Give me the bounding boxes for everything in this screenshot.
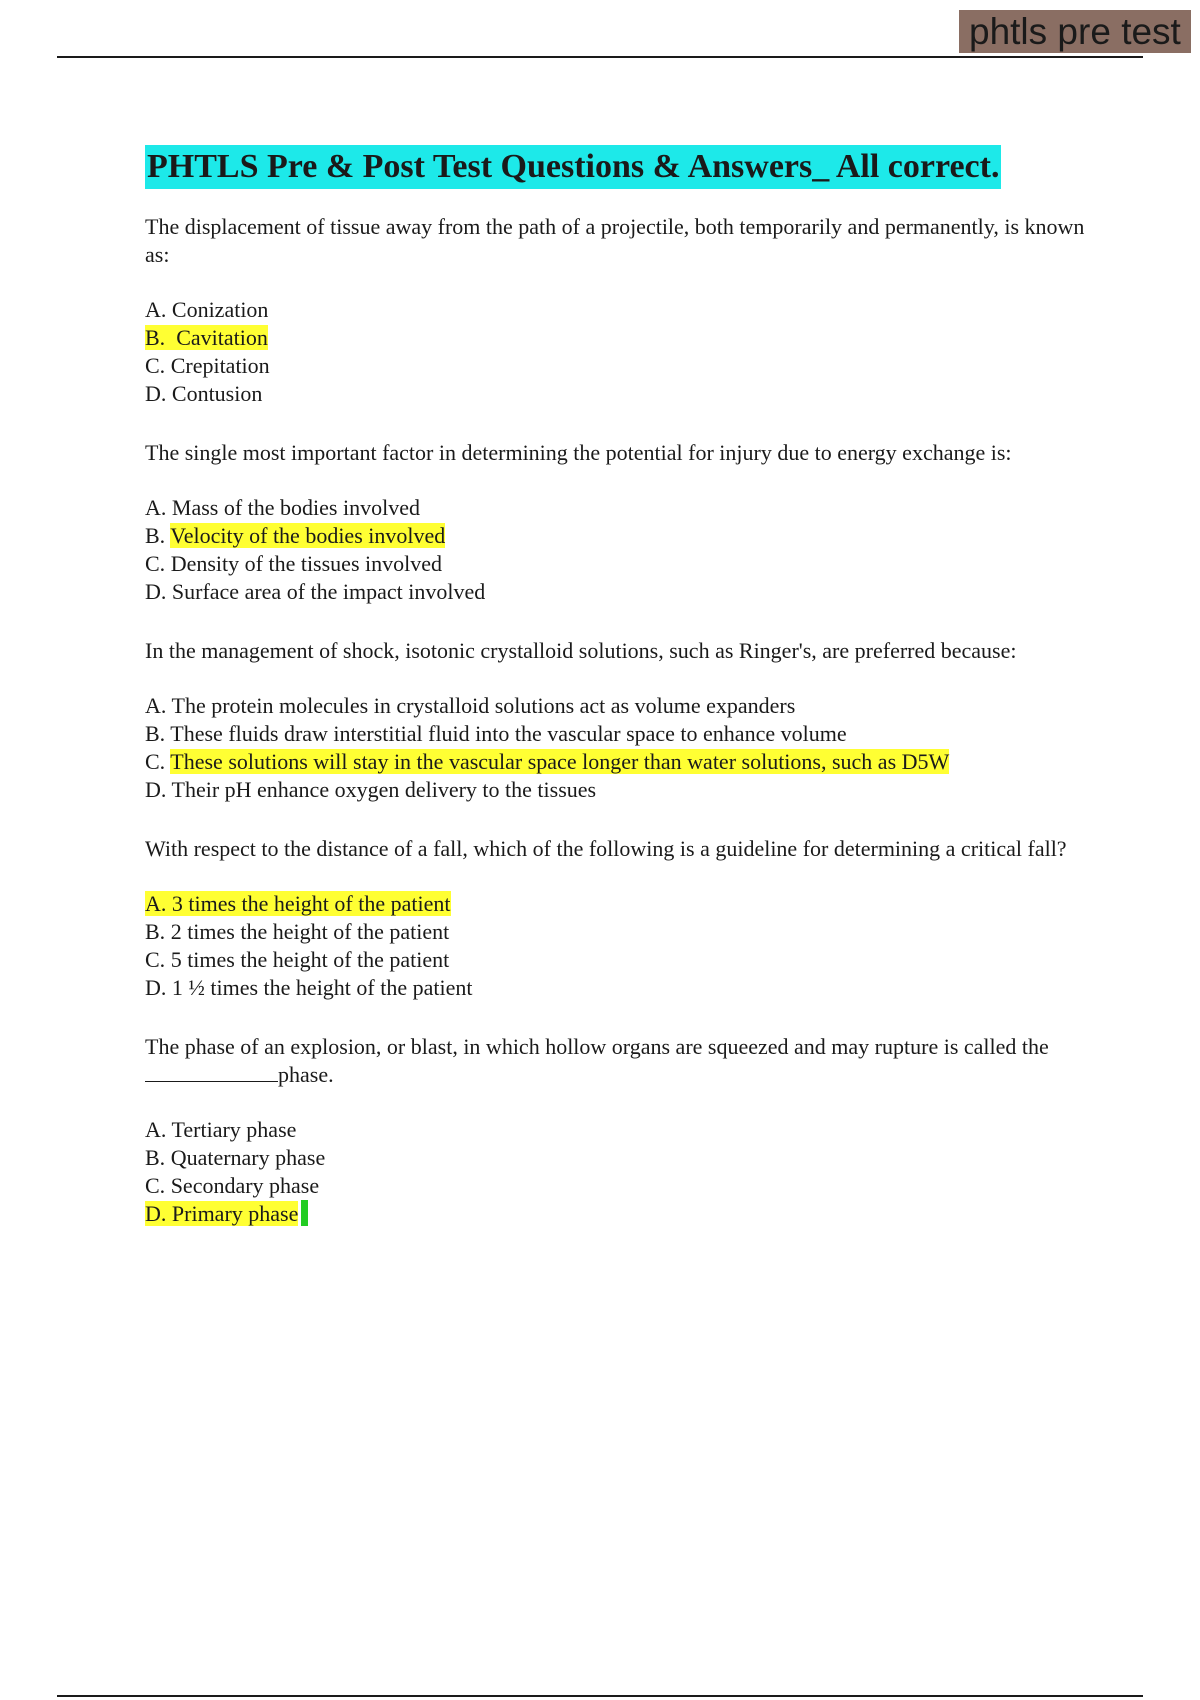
option-text: Tertiary phase bbox=[171, 1117, 297, 1142]
option-letter: B. bbox=[145, 721, 166, 746]
option-c-correct bbox=[145, 748, 1095, 776]
option-b bbox=[145, 720, 1095, 748]
option-letter: D. bbox=[145, 777, 167, 802]
footer-rule bbox=[57, 1695, 1143, 1697]
option-text: These fluids draw interstitial fluid into the vascular space to enhance volume bbox=[170, 721, 847, 746]
option-list bbox=[145, 890, 1095, 1002]
option-text: 5 times the height of the patient bbox=[170, 947, 450, 972]
option-text: Mass of the bodies involved bbox=[171, 495, 420, 520]
option-d-correct bbox=[145, 1200, 1095, 1228]
header-tag: phtls pre test bbox=[959, 10, 1191, 53]
option-text: 3 times the height of the patient bbox=[171, 891, 451, 916]
option-text: Velocity of the bodies involved bbox=[170, 523, 446, 548]
option-text: Crepitation bbox=[170, 353, 270, 378]
document-body bbox=[145, 145, 1095, 1259]
option-letter: C. bbox=[145, 353, 166, 378]
question-text: The single most important factor in determining the potential for injury due to energy exchange is: bbox=[145, 440, 1012, 465]
question-5 bbox=[145, 1033, 1095, 1228]
option-list bbox=[145, 296, 1095, 408]
question-2 bbox=[145, 439, 1095, 606]
question-4 bbox=[145, 835, 1095, 1002]
option-letter: A. bbox=[145, 693, 167, 718]
option-letter: C. bbox=[145, 1173, 166, 1198]
option-c bbox=[145, 1172, 1095, 1200]
option-letter: D. bbox=[145, 579, 167, 604]
option-letter: B. bbox=[145, 325, 166, 350]
header-rule bbox=[57, 56, 1143, 58]
option-a bbox=[145, 1116, 1095, 1144]
question-1 bbox=[145, 213, 1095, 408]
question-text-after-blank: phase. bbox=[278, 1062, 334, 1087]
option-d bbox=[145, 578, 1095, 606]
fill-in-blank bbox=[145, 1061, 278, 1082]
option-letter: B. bbox=[145, 919, 166, 944]
green-marker bbox=[301, 1200, 308, 1226]
question-text: The displacement of tissue away from the path of a projectile, both temporarily and permanently, is known as: bbox=[145, 214, 1085, 267]
question-text: With respect to the distance of a fall, which of the following is a guideline for determining a critical fall? bbox=[145, 836, 1067, 861]
option-a bbox=[145, 296, 1095, 324]
option-list bbox=[145, 494, 1095, 606]
option-letter: D. bbox=[145, 1201, 167, 1226]
answer-highlight bbox=[145, 1201, 298, 1226]
option-letter: A. bbox=[145, 1117, 167, 1142]
option-letter: A. bbox=[145, 297, 167, 322]
option-d bbox=[145, 776, 1095, 804]
option-a bbox=[145, 494, 1095, 522]
option-letter: C. bbox=[145, 551, 166, 576]
question-text: In the management of shock, isotonic crystalloid solutions, such as Ringer's, are preferred because: bbox=[145, 638, 1017, 663]
option-text: Their pH enhance oxygen delivery to the tissues bbox=[171, 777, 597, 802]
option-c bbox=[145, 550, 1095, 578]
option-text: Density of the tissues involved bbox=[170, 551, 442, 576]
option-a-correct bbox=[145, 890, 1095, 918]
option-list bbox=[145, 692, 1095, 804]
option-text: The protein molecules in crystalloid solutions act as volume expanders bbox=[171, 693, 796, 718]
option-letter: D. bbox=[145, 381, 167, 406]
answer-highlight bbox=[145, 325, 268, 350]
option-text: These solutions will stay in the vascular space longer than water solutions, such as D5W bbox=[170, 749, 950, 774]
option-text: Contusion bbox=[171, 381, 263, 406]
option-d bbox=[145, 974, 1095, 1002]
option-text: Primary phase bbox=[171, 1201, 299, 1226]
option-b bbox=[145, 1144, 1095, 1172]
option-b-correct bbox=[145, 522, 1095, 550]
option-c bbox=[145, 946, 1095, 974]
document-title: PHTLS Pre & Post Test Questions & Answers_ All correct. bbox=[145, 145, 1001, 189]
option-letter: B. bbox=[145, 1145, 166, 1170]
option-letter: C. bbox=[145, 749, 166, 774]
option-b-correct bbox=[145, 324, 1095, 352]
option-d bbox=[145, 380, 1095, 408]
option-letter: A. bbox=[145, 891, 167, 916]
option-text: Cavitation bbox=[176, 325, 268, 350]
option-b bbox=[145, 918, 1095, 946]
option-c bbox=[145, 352, 1095, 380]
option-text: Surface area of the impact involved bbox=[171, 579, 486, 604]
option-text: Conization bbox=[171, 297, 269, 322]
option-text: Secondary phase bbox=[170, 1173, 320, 1198]
option-text: 2 times the height of the patient bbox=[170, 919, 450, 944]
question-text bbox=[145, 1033, 1095, 1089]
option-letter: A. bbox=[145, 495, 167, 520]
question-3 bbox=[145, 637, 1095, 804]
option-letter: B. bbox=[145, 523, 166, 548]
option-list bbox=[145, 1116, 1095, 1228]
option-text: Quaternary phase bbox=[170, 1145, 326, 1170]
question-text-before-blank: The phase of an explosion, or blast, in which hollow organs are squeezed and may rupture is called the bbox=[145, 1034, 1049, 1059]
answer-highlight bbox=[145, 891, 451, 916]
option-letter: D. bbox=[145, 975, 167, 1000]
option-a bbox=[145, 692, 1095, 720]
option-text: 1 ½ times the height of the patient bbox=[171, 975, 473, 1000]
option-letter: C. bbox=[145, 947, 166, 972]
